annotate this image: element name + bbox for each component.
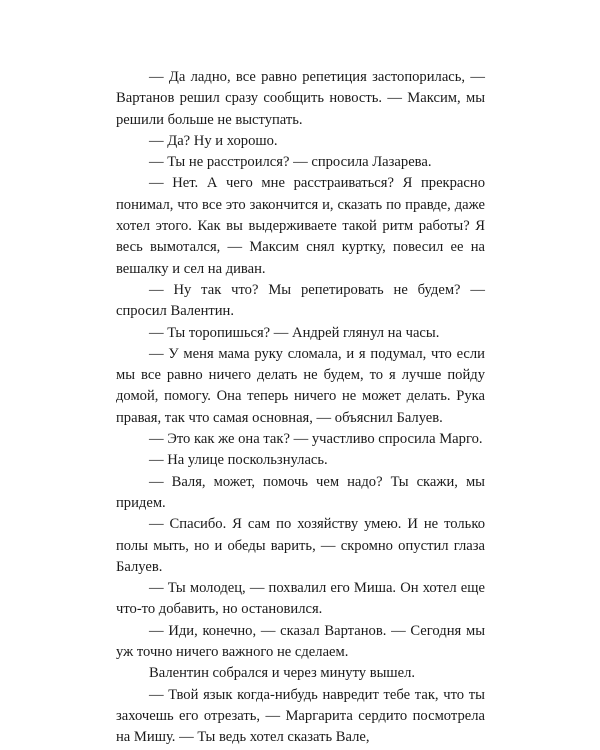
paragraph-5: — Ну так что? Мы репетировать не будем? — спросил Валентин. [116, 281, 485, 320]
paragraph-15: — Твой язык когда-нибудь навредит тебе так, что ты захочешь его отрезать, — Маргарита сердито посмотрела на Мишу. — Ты ведь хотел сказать Вале, [116, 686, 485, 746]
paragraph-3: — Ты не расстроился? — спросила Лазарева. [149, 154, 432, 171]
paragraph-4: — Нет. А чего мне расстраиваться? Я прекрасно понимал, что все это закончится и, сказать по правде, даже хотел этого. Как вы выдерживаете такой ритм работы? Я весь вымотался, — Максим снял куртку, повесил ее на вешалку и сел на диван. [116, 175, 485, 277]
paragraph-6: — Ты торопишься? — Андрей глянул на часы. [149, 324, 440, 341]
paragraph-14: Валентин собрался и через минуту вышел. [149, 665, 416, 682]
paragraph-10: — Валя, может, помочь чем надо? Ты скажи, мы придем. [116, 473, 485, 511]
paragraph-12: — Ты молодец, — похвалил его Миша. Он хотел еще что-то добавить, но остановился. [116, 580, 485, 618]
paragraph-8: — Это как же она так? — участливо спросила Марго. [149, 431, 483, 448]
paragraph-13: — Иди, конечно, — сказал Вартанов. — Сегодня мы уж точно ничего важного не сделаем. [116, 622, 485, 661]
paragraph-2: — Да? Ну и хорошо. [149, 132, 278, 149]
paragraph-7: — У меня мама руку сломала, и я подумал, что если мы все равно ничего делать не будем, то я лучше пойду домой, помогу. Она теперь ничего не может делать. Рука правая, так что самая основная, — объяснил Балуев. [116, 345, 485, 426]
paragraph-11: — Спасибо. Я сам по хозяйству умею. И не только полы мыть, но и обеды варить, — скромно опустил глаза Балуев. [116, 516, 485, 575]
paragraph-1: — Да ладно, все равно репетиция застопорилась, — Вартанов решил сразу сообщить новость. — Максим, мы решили больше не выступать. [116, 69, 485, 128]
page-text [116, 67, 485, 749]
paragraph-9: — На улице поскользнулась. [149, 452, 328, 469]
